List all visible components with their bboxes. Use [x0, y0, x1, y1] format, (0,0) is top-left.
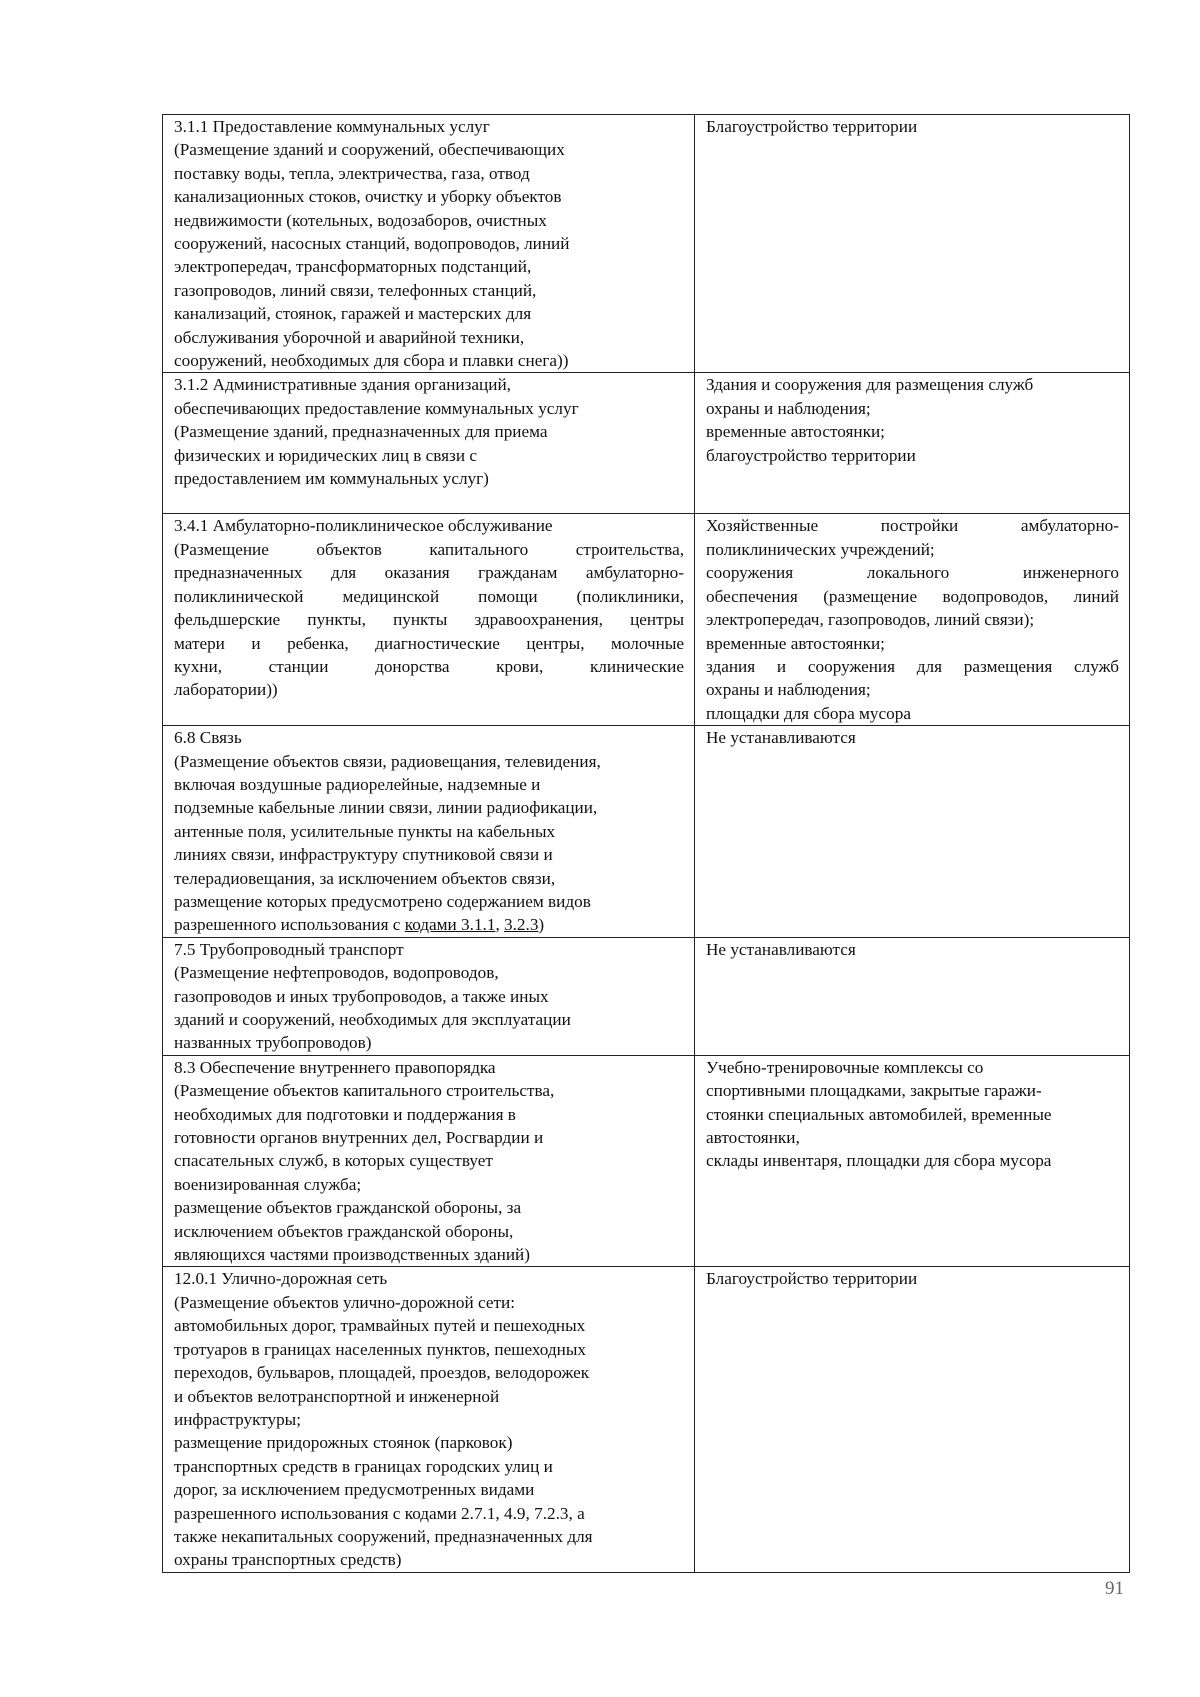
auxiliary-use-cell: [695, 1267, 1130, 1572]
cell-line: (Размещение зданий и сооружений, обеспечивающих: [174, 140, 565, 160]
cell-line: дорог, за исключением предусмотренных видами: [174, 1480, 535, 1500]
table-row: [163, 726, 1130, 938]
cell-line: автостоянки,: [706, 1128, 800, 1148]
use-type-cell: [163, 726, 695, 938]
cell-line: переходов, бульваров, площадей, проездов, велодорожек: [174, 1363, 590, 1383]
cell-line: площадки для сбора мусора: [706, 703, 911, 723]
cell-line: временные автостоянки;: [706, 422, 885, 442]
cell-line: являющихся частями производственных зданий): [174, 1245, 530, 1265]
cell-line: охраны и наблюдения;: [706, 398, 871, 418]
cell-line: 6.8 Связь: [174, 728, 242, 748]
page-number: 91: [1105, 1578, 1124, 1599]
cell-line: размещение которых предусмотрено содержанием видов: [174, 891, 591, 911]
cell-line: стоянки специальных автомобилей, временные: [706, 1104, 1052, 1124]
cell-line: подземные кабельные линии связи, линии радиофикации,: [174, 798, 598, 818]
cell-line: обеспечивающих предоставление коммунальных услуг: [174, 398, 579, 418]
cell-line: сооружений, насосных станций, водопроводов, линий: [174, 234, 570, 254]
cell-line: канализаций, стоянок, гаражей и мастерских для: [174, 304, 532, 324]
table-row: [163, 1267, 1130, 1572]
cell-line: Благоустройство территории: [706, 117, 918, 136]
cell-line: (Размещение зданий, предназначенных для приема: [174, 422, 548, 442]
land-use-table: [162, 114, 1130, 1573]
cell-line: сооружения локального инженерного: [706, 563, 1119, 583]
cell-line: Хозяйственные постройки амбулаторно-: [706, 516, 1119, 536]
cell-line: размещение объектов гражданской обороны, за: [174, 1198, 522, 1218]
cell-line: поликлинических учреждений;: [706, 539, 935, 559]
cell-line: 12.0.1 Улично-дорожная сеть: [174, 1269, 388, 1289]
cell-line: газопроводов и иных трубопроводов, а также иных: [174, 986, 549, 1006]
table-row: [163, 514, 1130, 726]
cell-line: антенные поля, усилительные пункты на кабельных: [174, 821, 556, 841]
cell-line: (Размещение объектов капитального строительства,: [174, 539, 684, 559]
cell-line: лаборатории)): [174, 680, 278, 700]
auxiliary-use-cell: [695, 373, 1130, 514]
cell-line: обслуживания уборочной и аварийной техники,: [174, 327, 525, 347]
cell-line: линиях связи, инфраструктуру спутниковой связи и: [174, 845, 553, 865]
cell-line: Учебно-тренировочные комплексы со: [706, 1057, 984, 1077]
auxiliary-use-cell: [695, 937, 1130, 1055]
cell-line: физических и юридических лиц в связи с: [174, 445, 477, 465]
use-type-cell: [163, 1267, 695, 1572]
code-link-3-2-3[interactable]: 3.2.3: [504, 915, 539, 935]
auxiliary-use-cell: [695, 1055, 1130, 1267]
cell-line: благоустройство территории: [706, 445, 916, 465]
cell-line: электропередач, газопроводов, линий связи);: [706, 610, 1035, 630]
table-row: [163, 373, 1130, 514]
cell-line: матери и ребенка, диагностические центры, молочные: [174, 633, 684, 653]
use-type-cell: [163, 514, 695, 726]
cell-line: (Размещение объектов капитального строительства,: [174, 1081, 555, 1101]
cell-line: 3.1.2 Административные здания организаций,: [174, 375, 511, 395]
auxiliary-use-cell: [695, 115, 1130, 373]
cell-line: обеспечения (размещение водопроводов, линий: [706, 586, 1119, 606]
cell-line: поликлинической медицинской помощи (поликлиники,: [174, 586, 684, 606]
cell-line: необходимых для подготовки и поддержания в: [174, 1104, 516, 1124]
use-type-cell: [163, 1055, 695, 1267]
cell-line: Здания и сооружения для размещения служб: [706, 375, 1034, 395]
cell-line: готовности органов внутренних дел, Росгвардии и: [174, 1128, 544, 1148]
cell-line: временные автостоянки;: [706, 633, 885, 653]
cell-line: 3.4.1 Амбулаторно-поликлиническое обслуживание: [174, 516, 553, 536]
cell-text: ,: [495, 915, 505, 935]
cell-line: спасательных служб, в которых существует: [174, 1151, 493, 1171]
cell-line: автомобильных дорог, трамвайных путей и пешеходных: [174, 1316, 586, 1336]
cell-line: (Размещение объектов улично-дорожной сети:: [174, 1292, 515, 1312]
cell-line: (Размещение объектов связи, радиовещания, телевидения,: [174, 751, 601, 771]
cell-line: военизированная служба;: [174, 1174, 362, 1194]
cell-text: ): [538, 915, 545, 935]
cell-line: газопроводов, линий связи, телефонных станций,: [174, 280, 537, 300]
cell-line: предоставлением им коммунальных услуг): [174, 469, 489, 489]
cell-line: размещение придорожных стоянок (парковок): [174, 1433, 513, 1453]
cell-line: инфраструктуры;: [174, 1409, 301, 1429]
cell-line: кухни, станции донорства крови, клинические: [174, 656, 684, 676]
cell-line: сооружений, необходимых для сбора и плавки снега)): [174, 351, 569, 371]
cell-line: спортивными площадками, закрытые гаражи-: [706, 1081, 1042, 1101]
cell-line: недвижимости (котельных, водозаборов, очистных: [174, 210, 547, 230]
codes-link-3-1-1[interactable]: кодами 3.1.1: [404, 915, 496, 935]
table-row: [163, 937, 1130, 1055]
cell-line: разрешенного использования с кодами 2.7.1, 4.9, 7.2.3, а: [174, 1503, 585, 1523]
cell-line-with-links: [174, 913, 684, 936]
cell-line: включая воздушные радиорелейные, надземные и: [174, 774, 541, 794]
cell-line: (Размещение нефтепроводов, водопроводов,: [174, 963, 499, 983]
cell-line: поставку воды, тепла, электричества, газа, отвод: [174, 163, 530, 183]
auxiliary-use-cell: [695, 726, 1130, 938]
use-type-cell: [163, 115, 695, 373]
cell-line: склады инвентаря, площадки для сбора мусора: [706, 1151, 1052, 1171]
cell-line: Не устанавливаются: [706, 728, 856, 748]
cell-line: зданий и сооружений, необходимых для эксплуатации: [174, 1010, 571, 1029]
cell-line: охраны транспортных средств): [174, 1550, 402, 1570]
cell-line: телерадиовещания, за исключением объектов связи,: [174, 868, 556, 888]
cell-line: также некапитальных сооружений, предназначенных для: [174, 1526, 593, 1546]
cell-line: фельдшерские пункты, пункты здравоохранения, центры: [174, 610, 684, 630]
cell-line: Благоустройство территории: [706, 1269, 918, 1289]
cell-line: здания и сооружения для размещения служб: [706, 656, 1119, 676]
cell-line: 3.1.1 Предоставление коммунальных услуг: [174, 117, 490, 136]
cell-line: предназначенных для оказания гражданам амбулаторно-: [174, 563, 684, 583]
cell-line: охраны и наблюдения;: [706, 680, 871, 700]
auxiliary-use-cell: [695, 514, 1130, 726]
cell-line: исключением объектов гражданской обороны,: [174, 1221, 514, 1241]
cell-line: транспортных средств в границах городских улиц и: [174, 1456, 553, 1476]
cell-text: разрешенного использования с: [174, 915, 405, 935]
cell-line: электропередач, трансформаторных подстанций,: [174, 257, 532, 277]
cell-line: канализационных стоков, очистку и уборку объектов: [174, 187, 562, 207]
table-row: [163, 1055, 1130, 1267]
cell-line: названных трубопроводов): [174, 1033, 372, 1053]
use-type-cell: [163, 373, 695, 514]
cell-line: тротуаров в границах населенных пунктов, пешеходных: [174, 1339, 586, 1359]
use-type-cell: [163, 937, 695, 1055]
cell-line: Не устанавливаются: [706, 939, 856, 959]
cell-line: 8.3 Обеспечение внутреннего правопорядка: [174, 1057, 496, 1077]
cell-line: 7.5 Трубопроводный транспорт: [174, 939, 404, 959]
cell-line: и объектов велотранспортной и инженерной: [174, 1386, 500, 1406]
table-row: [163, 115, 1130, 373]
